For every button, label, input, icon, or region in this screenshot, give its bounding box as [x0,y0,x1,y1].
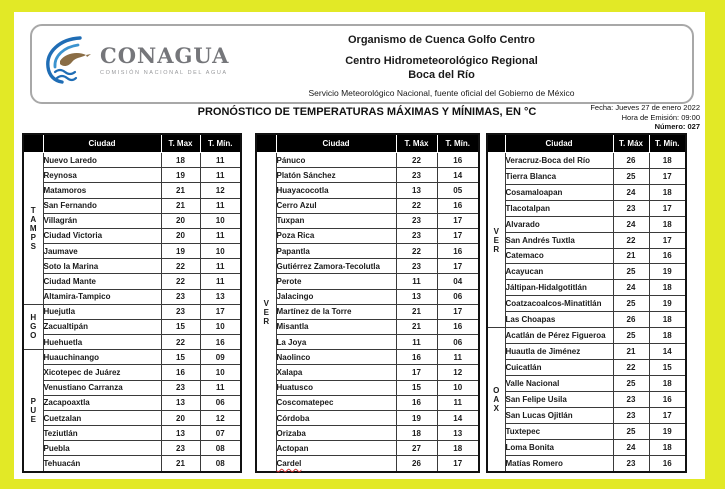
region-column-header [487,134,505,153]
table-row [487,232,686,248]
table-row [487,455,686,472]
table-row [23,350,241,365]
ciudad-column-header: Ciudad [276,134,396,153]
table-row [23,168,241,183]
tmax-cell: 21 [161,198,200,213]
issue-time: Hora de Emisión: 09:00 [621,112,700,122]
tmin-cell: 11 [200,168,241,183]
tmax-cell: 25 [613,168,649,184]
table-row [256,198,479,213]
tmin-cell: 08 [200,441,241,456]
table-row [23,335,241,350]
city-cell: Matamoros [43,183,161,198]
city-cell: Córdoba [276,410,396,425]
tmax-cell: 20 [161,213,200,228]
city-cell: Cardel [276,456,396,472]
city-cell: Tlacotalpan [505,200,613,216]
city-cell: Naolinco [276,350,396,365]
tmin-cell: 18 [649,439,686,455]
city-cell: Acayucan [505,264,613,280]
city-cell: Catemaco [505,248,613,264]
tmax-cell: 21 [396,304,437,319]
tmin-cell: 07 [200,426,241,441]
table-row [487,184,686,200]
tmin-cell: 09 [200,350,241,365]
city-cell: Xicotepec de Juárez [43,365,161,380]
city-cell: Zacapoaxtla [43,395,161,410]
city-cell: Coatzacoalcos-Minatitlán [505,296,613,312]
region-label: T A M P S [23,153,43,305]
city-cell: Huehuetla [43,335,161,350]
tmax-cell: 18 [161,153,200,168]
city-cell: Acatlán de Pérez Figueroa [505,328,613,344]
table-row [23,304,241,319]
city-cell: Cuicatlán [505,359,613,375]
city-cell: Platón Sánchez [276,168,396,183]
table-row [23,319,241,334]
city-cell: Soto la Marina [43,259,161,274]
city-cell: Matías Romero [505,455,613,472]
table-row [256,441,479,456]
city-cell: Altamira-Tampico [43,289,161,304]
tmin-cell: 16 [437,244,479,259]
table-row [256,304,479,319]
tmin-cell: 10 [200,365,241,380]
table-row [256,289,479,304]
tmax-cell: 26 [396,456,437,472]
tmax-cell: 21 [613,344,649,360]
org-subtitle: Servicio Meteorológico Nacional, fuente oficial del Gobierno de México [308,88,575,98]
tmin-cell: 16 [200,335,241,350]
tmax-cell: 20 [161,228,200,243]
city-cell: Ciudad Mante [43,274,161,289]
tmax-cell: 22 [161,335,200,350]
tmax-cell: 22 [161,259,200,274]
table-row [487,200,686,216]
tmax-cell: 23 [161,304,200,319]
table-row [487,328,686,344]
table-row [256,259,479,274]
tmin-cell: 14 [437,410,479,425]
tmax-cell: 25 [613,328,649,344]
city-cell: Huautla de Jiménez [505,344,613,360]
tmin-cell: 18 [649,312,686,328]
tmax-cell: 16 [396,350,437,365]
table-row [487,344,686,360]
table-row [23,410,241,425]
tmin-cell: 10 [437,380,479,395]
tmin-cell: 17 [437,259,479,274]
tmax-column-header: T. Máx [613,134,649,153]
table-row [487,407,686,423]
tmax-cell: 11 [396,274,437,289]
tmin-cell: 11 [200,228,241,243]
table-row [487,153,686,169]
city-cell: Actopan [276,441,396,456]
document-page [14,12,705,479]
city-cell: San Lucas Ojitlán [505,407,613,423]
tmin-cell: 18 [437,441,479,456]
org-line-1: Organismo de Cuenca Golfo Centro [347,34,536,46]
tmax-cell: 23 [161,441,200,456]
tmax-cell: 22 [161,274,200,289]
table-row [23,153,241,168]
table-row [256,228,479,243]
table-row [23,228,241,243]
table-row [256,350,479,365]
tmax-column-header: T. Máx [396,134,437,153]
city-cell: Las Choapas [505,312,613,328]
tmin-cell: 11 [200,198,241,213]
forecast-table-right [486,133,685,473]
tmax-cell: 13 [396,183,437,198]
region-label: V E R [487,153,505,328]
table-row [23,244,241,259]
tmax-cell: 17 [396,365,437,380]
tmax-cell: 15 [161,350,200,365]
tmax-cell: 23 [396,228,437,243]
city-cell: Huayacocotla [276,183,396,198]
tmin-cell: 11 [200,153,241,168]
city-cell: Teziutlán [43,426,161,441]
tmax-column-header: T. Max [161,134,200,153]
table-row [23,456,241,472]
city-cell: Villagrán [43,213,161,228]
tmax-cell: 27 [396,441,437,456]
tmin-cell: 12 [200,183,241,198]
tmin-cell: 12 [437,365,479,380]
tmin-cell: 06 [437,289,479,304]
tmax-cell: 19 [161,168,200,183]
tmin-cell: 17 [437,456,479,472]
city-cell: Poza Rica [276,228,396,243]
tmax-cell: 23 [161,289,200,304]
tmax-cell: 13 [161,395,200,410]
tmax-cell: 26 [613,312,649,328]
conagua-logo [42,35,230,93]
table-row [256,456,479,472]
table-row [256,274,479,289]
city-cell: Coscomatepec [276,395,396,410]
tmin-cell: 06 [437,335,479,350]
tmax-cell: 20 [161,410,200,425]
tmin-cell: 16 [649,391,686,407]
table-row [256,319,479,334]
tmin-cell: 14 [649,344,686,360]
tmin-cell: 17 [649,200,686,216]
table-row [487,280,686,296]
tmin-cell: 11 [200,259,241,274]
tmin-cell: 10 [200,319,241,334]
table-row [23,365,241,380]
tmax-cell: 22 [613,359,649,375]
tmax-cell: 15 [396,380,437,395]
tmax-cell: 15 [161,319,200,334]
tmin-column-header: T. Mín. [200,134,241,153]
city-cell: Tuxpan [276,213,396,228]
tmin-cell: 17 [649,232,686,248]
tmin-cell: 17 [437,304,479,319]
page-title: PRONÓSTICO DE TEMPERATURAS MÁXIMAS Y MÍNIMAS, EN °C [197,106,537,118]
tmin-cell: 15 [649,359,686,375]
tmax-cell: 24 [613,280,649,296]
tmax-cell: 13 [396,289,437,304]
tmin-cell: 17 [200,304,241,319]
region-label: H G O [23,304,43,350]
tmin-cell: 11 [200,380,241,395]
city-cell: Nuevo Laredo [43,153,161,168]
table-row [487,216,686,232]
city-cell: Tehuacán [43,456,161,472]
tmax-cell: 25 [613,423,649,439]
forecast-table-left [22,133,240,473]
ciudad-column-header: Ciudad [43,134,161,153]
tmin-cell: 11 [437,395,479,410]
ciudad-column-header: Ciudad [505,134,613,153]
tmax-cell: 21 [613,248,649,264]
table-row [256,410,479,425]
table-row [487,264,686,280]
table-row [487,168,686,184]
tmin-cell: 19 [649,264,686,280]
city-cell: Loma Bonita [505,439,613,455]
table-row [23,213,241,228]
tmin-cell: 17 [649,407,686,423]
tmin-cell: 16 [437,153,479,168]
org-line-2: Centro Hidrometeorológico Regional [345,55,538,67]
tmax-cell: 24 [613,184,649,200]
tmax-cell: 22 [396,198,437,213]
city-cell: San Andrés Tuxtla [505,232,613,248]
city-cell: Puebla [43,441,161,456]
table-row [256,168,479,183]
tmin-cell: 14 [437,168,479,183]
table-row [23,426,241,441]
table-row [256,244,479,259]
city-cell: Pánuco [276,153,396,168]
org-line-3: Boca del Río [408,69,475,81]
tmin-cell: 17 [649,168,686,184]
city-cell: Perote [276,274,396,289]
tmax-cell: 19 [396,410,437,425]
city-cell: Jaumave [43,244,161,259]
city-cell: Papantla [276,244,396,259]
tmax-cell: 23 [613,455,649,472]
tmax-cell: 22 [396,153,437,168]
tmax-cell: 16 [396,395,437,410]
tmin-cell: 17 [437,213,479,228]
tmax-cell: 16 [161,365,200,380]
table-row [256,365,479,380]
city-cell: Huatusco [276,380,396,395]
table-row [256,426,479,441]
table-row [256,395,479,410]
tmin-cell: 13 [437,426,479,441]
region-column-header [23,134,43,153]
table-row [23,380,241,395]
tmin-cell: 16 [649,248,686,264]
tmax-cell: 22 [613,232,649,248]
tmax-cell: 21 [161,456,200,472]
header-box [30,24,694,104]
issue-info [590,103,700,132]
tmin-cell: 05 [437,183,479,198]
city-cell: Alvarado [505,216,613,232]
city-cell: Jáltipan-Hidalgotitlán [505,280,613,296]
city-cell: Huejutla [43,304,161,319]
tmax-cell: 25 [613,375,649,391]
region-label: O A X [487,328,505,472]
tmin-cell: 19 [649,296,686,312]
tmax-cell: 23 [613,200,649,216]
tmin-cell: 04 [437,274,479,289]
tmin-cell: 10 [200,244,241,259]
table-row [487,423,686,439]
issue-number: Número: 027 [654,122,700,131]
city-cell: Valle Nacional [505,375,613,391]
table-row [256,153,479,168]
table-row [23,259,241,274]
tmax-cell: 25 [613,296,649,312]
city-cell: San Felipe Usila [505,391,613,407]
region-label: V E R [256,153,276,473]
tmax-cell: 24 [613,439,649,455]
city-cell: Huauchinango [43,350,161,365]
table-row [23,274,241,289]
city-cell: Cuetzalan [43,410,161,425]
tmax-cell: 19 [161,244,200,259]
tmin-cell: 17 [437,228,479,243]
tmin-cell: 18 [649,375,686,391]
tmax-cell: 23 [396,168,437,183]
tmax-cell: 13 [161,426,200,441]
tmin-cell: 10 [200,213,241,228]
city-cell: La Joya [276,335,396,350]
region-column-header [256,134,276,153]
tmax-cell: 25 [613,264,649,280]
city-cell: Ciudad Victoria [43,228,161,243]
forecast-table [255,133,480,473]
city-cell: Xalapa [276,365,396,380]
city-cell: Venustiano Carranza [43,380,161,395]
org-title-block [197,31,686,98]
logo-wordmark: CONAGUA [100,43,230,68]
tmin-cell: 19 [649,423,686,439]
issue-date: Fecha: Jueves 27 de enero 2022 [590,103,700,112]
tmax-cell: 23 [613,391,649,407]
tmin-cell: 06 [200,395,241,410]
tmin-column-header: T. Mín. [437,134,479,153]
tmax-cell: 18 [396,426,437,441]
tmin-cell: 08 [200,456,241,472]
tmax-cell: 23 [396,259,437,274]
city-cell: Gutiérrez Zamora-Tecolutla [276,259,396,274]
tmin-cell: 18 [649,216,686,232]
tmin-cell: 18 [649,184,686,200]
tmax-cell: 26 [613,153,649,169]
forecast-tables [14,133,705,473]
city-cell: Reynosa [43,168,161,183]
table-row [487,312,686,328]
tmin-cell: 18 [649,328,686,344]
tmin-cell: 16 [437,319,479,334]
city-cell: Cerro Azul [276,198,396,213]
table-row [256,183,479,198]
conagua-eagle-water-icon [42,35,96,96]
city-cell: Misantla [276,319,396,334]
forecast-table-center [255,133,478,473]
tmin-cell: 16 [437,198,479,213]
city-cell: Cosamaloapan [505,184,613,200]
city-cell: Martínez de la Torre [276,304,396,319]
tmax-cell: 23 [613,407,649,423]
table-row [23,183,241,198]
logo-tagline: COMISIÓN NACIONAL DEL AGUA [100,70,228,76]
table-row [487,359,686,375]
table-row [487,391,686,407]
tmax-cell: 11 [396,335,437,350]
table-row [23,198,241,213]
tmax-cell: 21 [396,319,437,334]
table-row [487,375,686,391]
city-cell: San Fernando [43,198,161,213]
table-row [23,395,241,410]
tmin-cell: 16 [649,455,686,472]
tmin-cell: 13 [200,289,241,304]
tmax-cell: 23 [161,380,200,395]
tmax-cell: 24 [613,216,649,232]
city-cell: Veracruz-Boca del Río [505,153,613,169]
table-row [256,335,479,350]
city-cell: Orizaba [276,426,396,441]
table-row [487,439,686,455]
tmin-cell: 11 [200,274,241,289]
forecast-table [486,133,687,473]
table-row [487,296,686,312]
tmin-column-header: T. Mín. [649,134,686,153]
city-cell: Tierra Blanca [505,168,613,184]
tmin-cell: 11 [437,350,479,365]
region-label: P U E [23,350,43,472]
tmax-cell: 21 [161,183,200,198]
tmax-cell: 22 [396,244,437,259]
tmax-cell: 23 [396,213,437,228]
table-row [23,441,241,456]
tmin-cell: 18 [649,153,686,169]
table-row [256,380,479,395]
tmin-cell: 18 [649,280,686,296]
tmin-cell: 12 [200,410,241,425]
table-row [487,248,686,264]
city-cell: Tuxtepec [505,423,613,439]
forecast-table [22,133,242,473]
city-cell: Zacualtipán [43,319,161,334]
city-cell: Jalacingo [276,289,396,304]
table-row [23,289,241,304]
table-row [256,213,479,228]
